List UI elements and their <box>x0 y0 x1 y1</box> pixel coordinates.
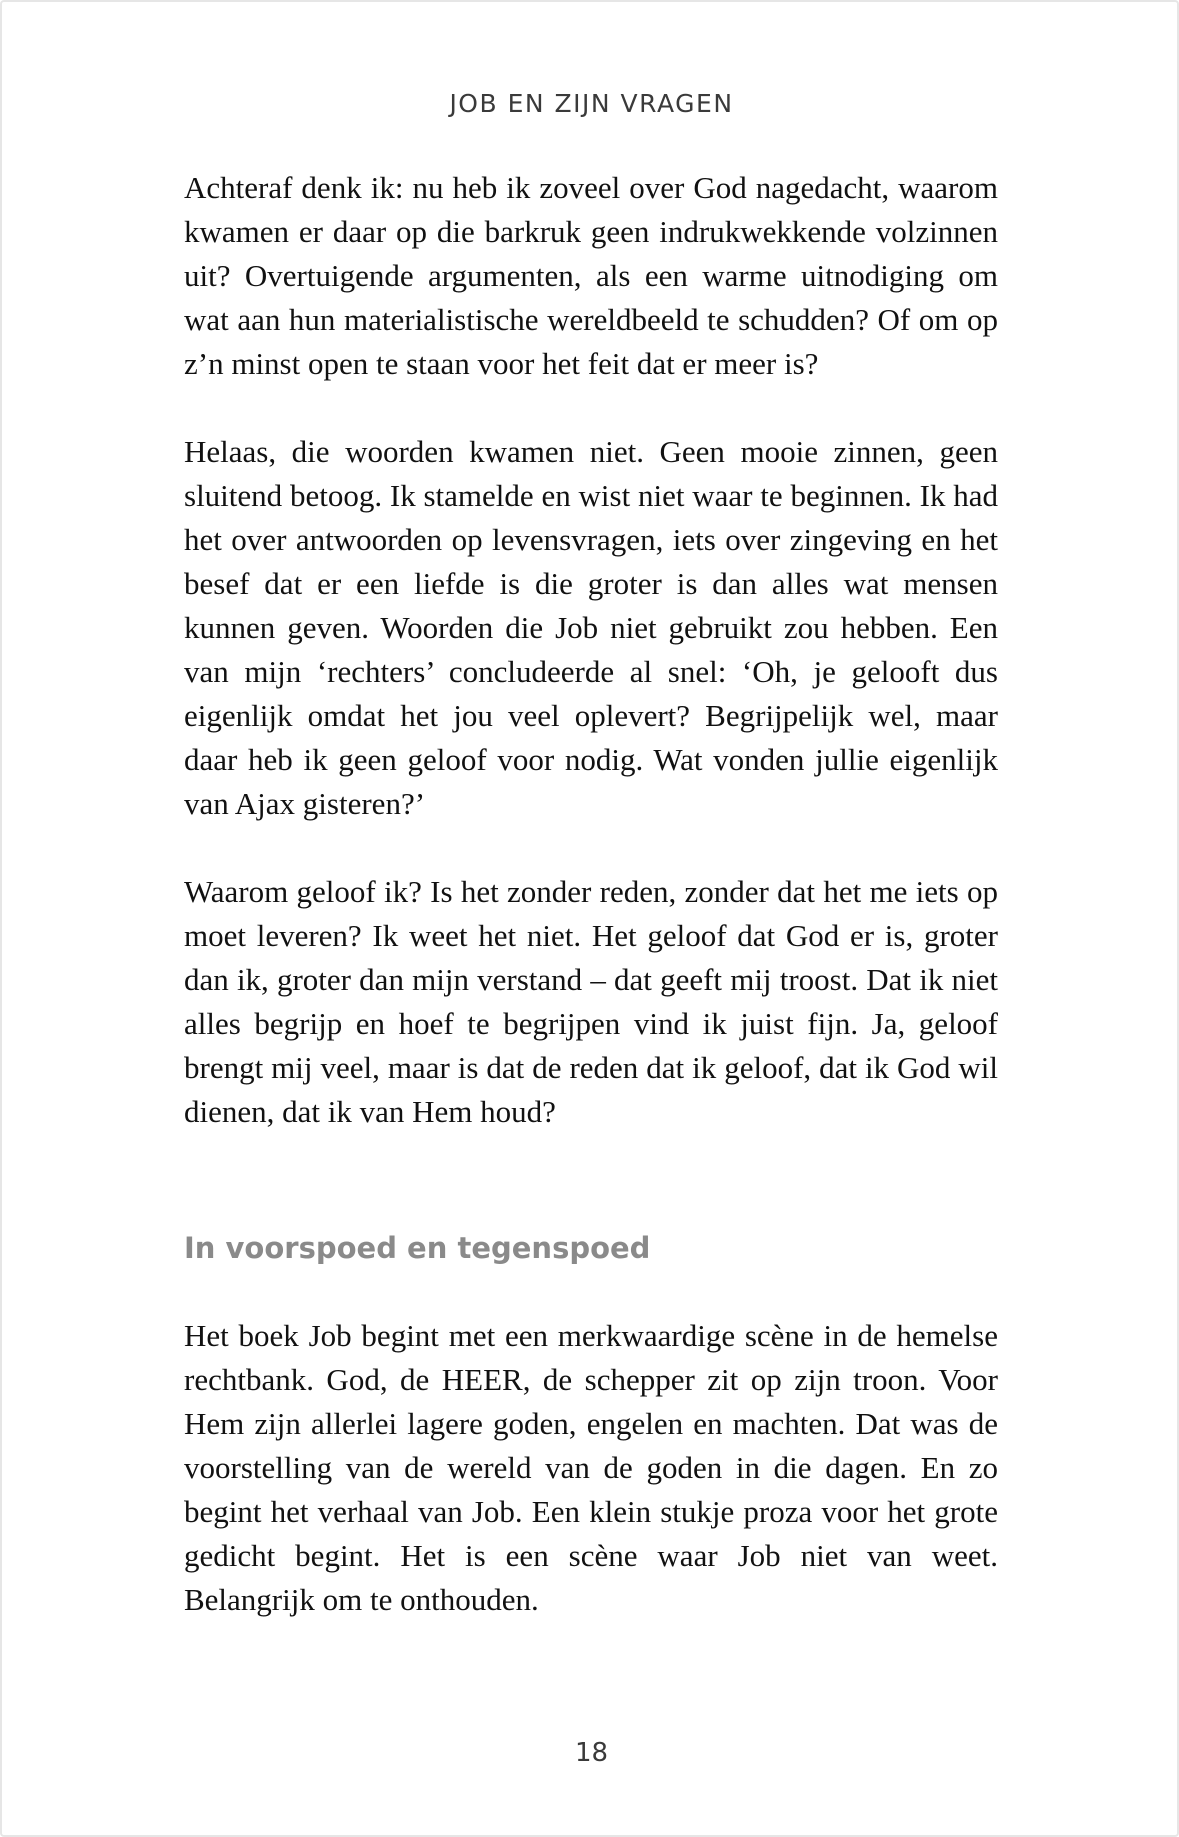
paragraph-4: Het boek Job begint met een merkwaardige scène in de hemelse rechtbank. God, de HEER, de schepper zit op zijn troon. Voor Hem zijn allerlei lagere goden, engelen en machten. Dat was de voorstelling van de wereld van de goden in die dagen. En zo begint het verhaal van Job. Een klein stukje proza voor het grote gedicht begint. Het is een scène waar Job niet van weet. Belangrijk om te onthouden. <box>184 1318 998 1617</box>
page-body <box>184 166 998 1666</box>
paragraph-1: Achteraf denk ik: nu heb ik zoveel over God nagedacht, waarom kwamen er daar op die barkruk geen indrukwekkende volzinnen uit? Overtuigende argumenten, als een warme uitnodiging om wat aan hun materialistische wereldbeeld te schudden? Of om op z’n minst open te staan voor het feit dat er meer is? <box>184 170 998 381</box>
page-number: 18 <box>574 1738 609 1768</box>
paragraph-3: Waarom geloof ik? Is het zonder reden, zonder dat het me iets op moet leveren? Ik weet het niet. Het geloof dat God er is, groter dan ik, groter dan mijn verstand – dat geeft mij troost. Dat ik niet alles begrijp en hoef te begrijpen vind ik juist fijn. Ja, geloof brengt mij veel, maar is dat de reden dat ik geloof, dat ik God wil dienen, dat ik van Hem houd? <box>184 874 998 1129</box>
paragraph-2: Helaas, die woorden kwamen niet. Geen mooie zinnen, geen sluitend betoog. Ik stamelde en wist niet waar te beginnen. Ik had het over antwoorden op levensvragen, iets over zingeving en het besef dat er een liefde is die groter is dan alles wat mensen kunnen geven. Woorden die Job niet gebruikt zou hebben. Een van mijn ‘rechters’ concludeerde al snel: ‘Oh, je gelooft dus eigenlijk omdat het jou veel oplevert? Begrijpelijk wel, maar daar heb ik geen geloof voor nodig. Wat vonden jullie eigenlijk van Ajax gisteren?’ <box>184 434 998 821</box>
running-head: JOB EN ZIJN VRAGEN <box>449 89 734 118</box>
section-heading: In voorspoed en tegenspoed <box>184 1231 651 1265</box>
